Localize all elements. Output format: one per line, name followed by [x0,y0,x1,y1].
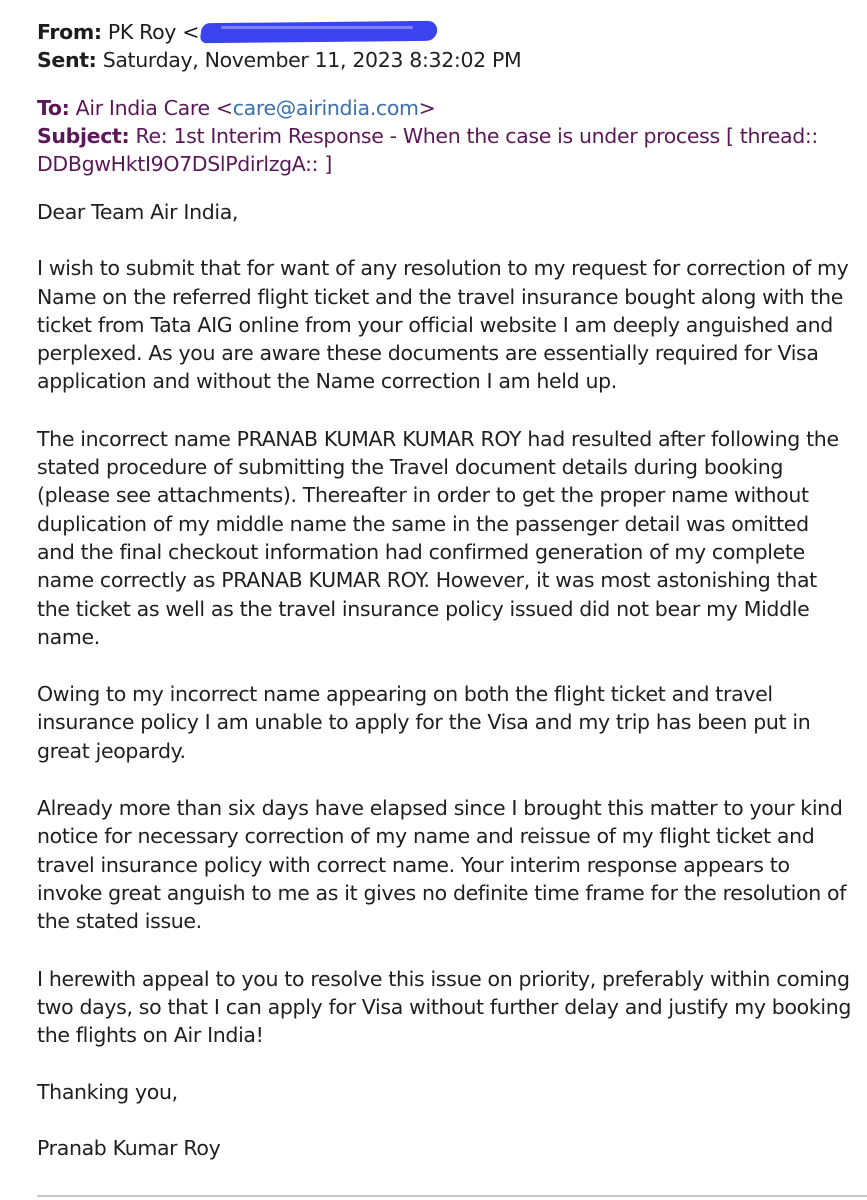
salutation: Dear Team Air India, [37,200,239,224]
subject-line [37,122,827,178]
from-line [37,18,852,46]
sent-line [37,46,852,74]
body-paragraph-2: The incorrect name PRANAB KUMAR KUMAR ROY had resulted after following the stated procedure of submitting the Travel document details during booking (please see attachments). Thereafter in order to get the proper name without duplication of my middle name the same in the passenger detail was omitted and the final checkout information had confirmed generation of my complete name correctly as PRANAB KUMAR ROY. However, it was most astonishing that the ticket as well as the travel insurance policy issued did not bear my Middle name. [37,426,839,649]
to-email-link[interactable]: care@airindia.com [232,96,419,120]
to-label: To: [37,96,70,120]
redacted-email-scribble [201,21,437,43]
email-body [37,198,852,1162]
closing: Thanking you, [37,1080,178,1105]
body-paragraph-5: I herewith appeal to you to resolve this issue on priority, preferably within coming two days, so that I can apply for Visa without further delay and justify my booking the flights on Air India! [37,966,852,1048]
recipient-block [37,94,852,178]
sent-label: Sent: [37,48,97,72]
to-line [37,94,852,122]
body-paragraph-4: Already more than six days have elapsed since I brought this matter to your kind notice for necessary correction of my name and reissue of my flight ticket and travel insurance policy with correct name. Your interim response appears to invoke great anguish to me as it gives no definite time frame for the resolution of the stated issue. [37,796,847,934]
body-paragraph-3: Owing to my incorrect name appearing on both the flight ticket and travel insurance policy I am unable to apply for the Visa and my trip has been put in great jeopardy. [37,682,811,763]
from-name: PK Roy < [107,20,200,44]
sent-value: Saturday, November 11, 2023 8:32:02 PM [102,48,522,72]
to-close: > [418,96,436,120]
signature: Pranab Kumar Roy [37,1135,221,1160]
email-message [37,18,852,1191]
subject-label: Subject: [37,124,130,148]
from-label: From: [37,20,102,44]
body-paragraph-1: I wish to submit that for want of any resolution to my request for correction of my Name on the referred flight ticket and the travel insurance bought along with the ticket from Tata AIG online from your official website I am deeply anguished and perplexed. As you are aware these documents are essentially required for Visa application and without the Name correction I am held up. [37,256,849,394]
to-name: Air India Care < [75,96,233,120]
subject-value: Re: 1st Interim Response - When the case is under process [ thread:: DDBgwHktI9O7DSlPdirlzgA:: ] [37,124,818,176]
bottom-divider [37,1195,867,1197]
